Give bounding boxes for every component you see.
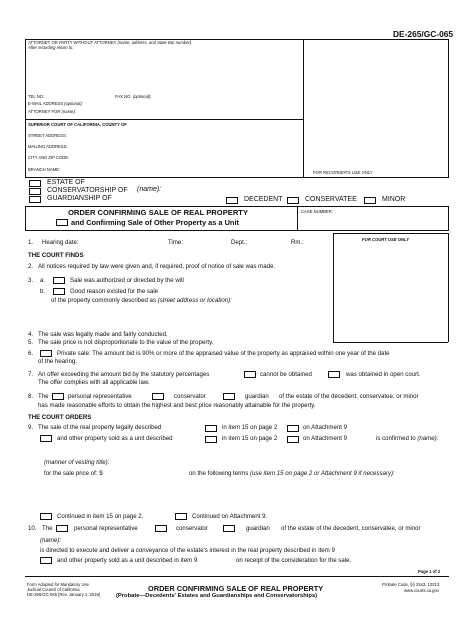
case-number-divider — [297, 206, 298, 230]
court-use-bottom-rule — [333, 342, 448, 343]
item-2-text: All notices required by law were given and, if required, proof of notice of sale was made. — [38, 263, 276, 270]
title-right-rule — [448, 206, 449, 230]
estate-name-input[interactable] — [165, 183, 445, 195]
item-10-guardian-checkbox[interactable] — [223, 525, 235, 532]
estate-checkbox[interactable] — [29, 180, 41, 187]
item-9-legal-page2-label: in item 15 on page 2 — [222, 424, 278, 431]
cannot-be-obtained-checkbox[interactable] — [244, 371, 256, 378]
cannot-be-obtained-label: cannot be obtained — [260, 371, 312, 378]
minor-checkbox[interactable] — [364, 197, 376, 204]
item-3a-letter: a. — [40, 277, 46, 284]
item-8-guardian-checkbox[interactable] — [223, 393, 235, 400]
item-9-vesting-label: (manner of vesting title): — [44, 459, 110, 466]
item-9-other-attach-label: on Attachment 9 — [303, 435, 348, 442]
footer-rule — [25, 576, 449, 577]
obtained-in-court-label: was obtained in open court. — [346, 371, 421, 378]
street-address-label: STREET ADDRESS: — [28, 133, 67, 138]
item-4-number: 4. — [28, 331, 34, 338]
conservatorship-checkbox[interactable] — [29, 188, 41, 195]
item-9-other-attach-checkbox[interactable] — [287, 436, 299, 443]
conservatorship-of-label: CONSERVATORSHIP OF — [47, 187, 128, 194]
item-8-pr-label: personal representative — [68, 393, 132, 400]
adopted-line-1: Form Adopted for Mandatory Use — [27, 582, 89, 587]
continued-page2-checkbox[interactable] — [40, 513, 52, 520]
conservatee-label: CONSERVATEE — [305, 196, 357, 203]
case-number-input[interactable] — [301, 215, 445, 228]
item-3-number: 3. — [28, 277, 34, 284]
court-finds-heading: THE COURT FINDS — [28, 252, 84, 259]
item-8-estate-text: of the estate of the decedent, conservatee, or minor — [279, 393, 419, 400]
title-left-rule — [25, 206, 26, 230]
item-9-other-checkbox[interactable] — [40, 435, 52, 442]
court-label: SUPERIOR COURT OF CALIFORNIA, COUNTY OF — [28, 122, 127, 127]
branch-name-label: BRANCH NAME: — [28, 167, 61, 172]
footer-title: ORDER CONFIRMING SALE OF REAL PROPERTY — [148, 584, 324, 593]
name-label: (name): — [137, 186, 162, 193]
item-5-text: The sale price is not disproportionate to the value of the property. — [38, 339, 214, 346]
courts-url[interactable]: www.courts.ca.gov — [404, 588, 439, 593]
item-10-guardian-label: guardian — [246, 525, 270, 532]
attorney-input[interactable] — [28, 52, 300, 88]
court-use-left-rule — [333, 233, 334, 342]
item-10-conservator-checkbox[interactable] — [155, 525, 167, 532]
court-section-rule — [25, 119, 303, 120]
item-6-checkbox[interactable] — [40, 350, 52, 357]
item-10-number: 10. — [28, 525, 37, 532]
attorney-for-label: ATTORNEY FOR (name): — [28, 109, 76, 114]
item-9-confirmed-to: is confirmed to (name): — [376, 435, 439, 442]
recorder-use-label: FOR RECORDER'S USE ONLY — [313, 170, 373, 175]
item-10-the: The — [42, 525, 53, 532]
item-10-name-input[interactable] — [64, 535, 444, 545]
item-9-text: The sale of the real property legally described — [38, 424, 162, 431]
property-description-input[interactable] — [51, 305, 329, 325]
item-8-conservator-checkbox[interactable] — [152, 393, 164, 400]
case-number-label: CASE NUMBER: — [301, 209, 333, 214]
fax-label: FAX NO. (optional): — [115, 94, 152, 99]
item-10-name-label: (name): — [40, 537, 61, 544]
vesting-title-input[interactable] — [120, 456, 445, 466]
item-9-legal-attach-checkbox[interactable] — [287, 425, 299, 432]
hearing-date-label: Hearing date: — [42, 239, 79, 246]
item-3a-text: Sale was authorized or directed by the will — [70, 277, 184, 284]
item-9-price-label: for the sale price of: $ — [44, 470, 103, 477]
recorder-divider — [303, 39, 304, 178]
item-7-text-cont: The offer complies with all applicable law. — [38, 379, 150, 386]
item-6-text: Private sale: The amount bid is 90% or more of the appraised value of the property as appraised within one year of the date — [57, 350, 390, 357]
item-9-number: 9. — [28, 424, 34, 431]
item-1-number: 1. — [28, 239, 34, 246]
email-label: E-MAIL ADDRESS (optional): — [28, 101, 83, 106]
decedent-checkbox[interactable] — [226, 197, 238, 204]
item-10-estate-text: of the estate of the decedent, conservatee, or minor — [281, 525, 421, 532]
item-3b-checkbox[interactable] — [53, 288, 65, 295]
item-8-text-cont: has made reasonable efforts to obtain the highest and best price reasonably attainable for the property. — [38, 402, 316, 409]
mailing-address-label: MAILING ADDRESS: — [28, 144, 68, 149]
item-8-number: 8. — [28, 393, 34, 400]
item-10-pr-label: personal representative — [74, 525, 138, 532]
header-left-rule — [25, 39, 26, 178]
item-10-consideration-text: on receipt of the consideration for the sale. — [236, 557, 352, 564]
item-3b-letter: b. — [40, 288, 46, 295]
order-subtitle: and Confirming Sale of Other Property as a Unit — [71, 218, 239, 227]
item-4-text: The sale was legally made and fairly conducted. — [38, 331, 168, 338]
item-10-other-text: and other property sold as a unit described in item 9 — [57, 557, 198, 564]
other-property-checkbox[interactable] — [56, 219, 68, 226]
adopted-line-3: DE-265/GC-065 [Rev. January 1, 2018] — [27, 592, 101, 597]
court-use-right-rule — [448, 233, 449, 342]
item-8-the: The — [38, 393, 49, 400]
item-10-pr-checkbox[interactable] — [56, 525, 68, 532]
obtained-in-court-checkbox[interactable] — [328, 371, 340, 378]
item-9-other-page2-label: in item 15 on page 2 — [222, 435, 278, 442]
order-title: ORDER CONFIRMING SALE OF REAL PROPERTY — [68, 208, 249, 217]
page-number: Page 1 of 2 — [418, 569, 441, 574]
title-top-rule — [25, 206, 449, 207]
item-7-number: 7. — [28, 371, 34, 378]
attorney-label: ATTORNEY OR PARTY WITHOUT ATTORNEY (name, address, and State Bar number): — [28, 40, 193, 45]
estate-of-label: ESTATE OF — [47, 179, 85, 186]
item-9-terms-label: on the following terms (use item 15 on page 2 or Attachment 9 if necessary): — [189, 470, 395, 477]
item-2-number: 2. — [28, 263, 34, 270]
item-10-conservator-label: conservator — [176, 525, 208, 532]
continued-attach-label: Continued on Attachment 9. — [192, 513, 268, 520]
tel-label: TEL NO.: — [28, 94, 46, 99]
guardianship-checkbox[interactable] — [29, 196, 41, 203]
terms-input[interactable] — [44, 480, 444, 508]
decedent-label: DECEDENT — [244, 196, 283, 203]
item-9-legal-attach-label: on Attachment 9 — [303, 424, 348, 431]
probate-code: Probate Code, §§ 2543, 10313 — [382, 582, 440, 587]
footer-subtitle: (Probate—Decedents' Estates and Guardianships and Conservatorships) — [116, 593, 318, 599]
sale-price-input[interactable] — [118, 467, 183, 477]
item-9-other-page2-checkbox[interactable] — [205, 436, 217, 443]
header-right-rule — [448, 39, 449, 178]
item-3a-checkbox[interactable] — [53, 277, 65, 284]
hearing-time-label: Time: — [168, 239, 184, 246]
adopted-line-2: Judicial Council of California — [27, 587, 80, 592]
item-10-text: is directed to execute and deliver a conveyance of the estate's interest in the real property described in item 9 — [40, 547, 335, 554]
item-9-other-text: and other property sold as a unit described — [57, 435, 173, 442]
item-8-conservator-label: conservator — [174, 393, 206, 400]
title-bottom-rule — [25, 230, 449, 231]
item-9-legal-page2-checkbox[interactable] — [205, 425, 217, 432]
minor-label: MINOR — [382, 196, 406, 203]
item-10-other-checkbox[interactable] — [40, 557, 52, 564]
after-recording-label: After recording return to: — [28, 45, 74, 50]
court-orders-heading: THE COURT ORDERS — [28, 414, 92, 421]
court-use-label: FOR COURT USE ONLY — [362, 237, 410, 242]
hearing-room-label: Rm.: — [291, 239, 304, 246]
continued-page2-label: Continued in item 15 on page 2. — [57, 513, 144, 520]
city-zip-label: CITY AND ZIP CODE: — [28, 155, 70, 160]
item-3b-text: Good reason existed for the sale — [70, 288, 159, 295]
continued-attach-checkbox[interactable] — [175, 513, 187, 520]
item-7-text: An offer exceeding the amount bid by the statutory percentages — [38, 371, 210, 378]
header-bottom-rule — [25, 177, 449, 178]
conservatee-checkbox[interactable] — [287, 197, 299, 204]
item-6-text-cont: of the hearing. — [38, 358, 77, 365]
item-8-pr-checkbox[interactable] — [52, 393, 64, 400]
guardianship-of-label: GUARDIANSHIP OF — [47, 195, 112, 202]
item-5-number: 5. — [28, 339, 34, 346]
hearing-dept-label: Dept.: — [231, 239, 248, 246]
court-use-top-rule — [333, 233, 448, 234]
form-number: DE-265/GC-065 — [393, 29, 454, 39]
item-3b-property-text: of the property commonly described as (street address or location): — [51, 297, 232, 304]
item-8-guardian-label: guardian — [245, 393, 269, 400]
item-6-number: 6. — [28, 350, 34, 357]
